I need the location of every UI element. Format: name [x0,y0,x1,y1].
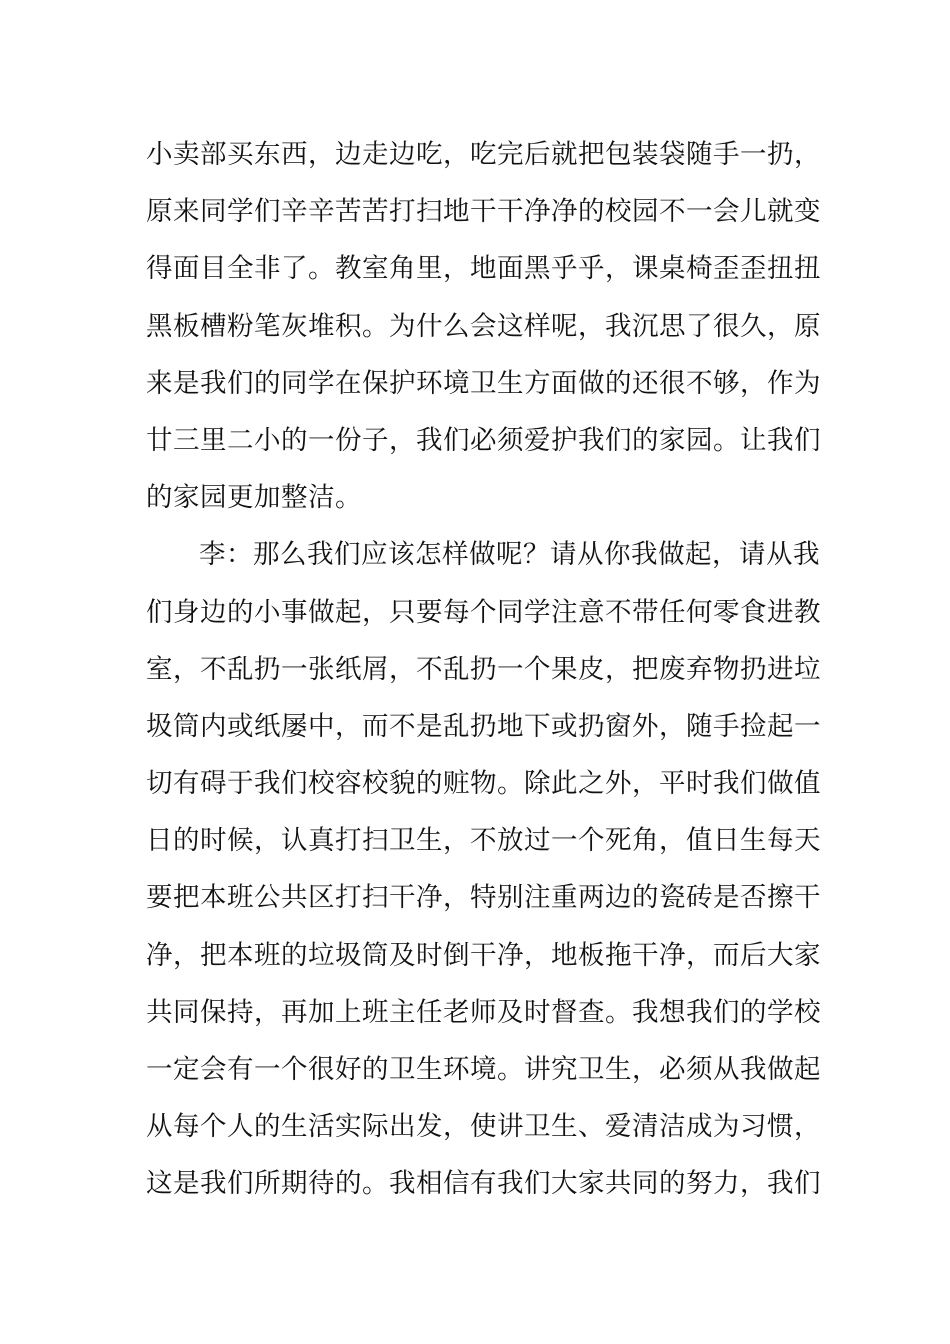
text-line: 得面目全非了。教室角里，地面黑乎乎，课桌椅歪歪扭扭 [146,253,821,285]
text-line: 圾筒内或纸屡中，而不是乱扔地下或扔窗外，随手捡起一 [146,710,821,742]
text-line: 小卖部买东西，边走边吃，吃完后就把包装袋随手一扔， [146,139,821,170]
text-line: 廿三里二小的一份子，我们必须爱护我们的家园。让我们 [146,424,821,456]
text-line: 黑板槽粉笔灰堆积。为什么会这样呢，我沉思了很久，原 [146,310,821,342]
text-line: 净，把本班的垃圾筒及时倒干净，地板拖干净，而后大家 [146,939,821,971]
paragraph-start-line: 李：那么我们应该怎样做呢？请从你我做起，请从我 [199,539,820,571]
text-line: 要把本班公共区打扫干净，特别注重两边的瓷砖是否擦干 [146,882,821,914]
text-line: 的家园更加整洁。 [146,482,362,514]
text-line: 室，不乱扔一张纸屑，不乱扔一个果皮，把废弃物扔进垃 [146,653,821,685]
text-line: 一定会有一个很好的卫生环境。讲究卫生，必须从我做起 [146,1054,821,1085]
text-line: 这是我们所期待的。我相信有我们大家共同的努力，我们 [146,1168,821,1200]
body-text [146,126,821,1213]
text-line: 切有碍于我们校容校貌的赃物。除此之外，平时我们做值 [146,768,821,800]
text-line: 共同保持，再加上班主任老师及时督查。我想我们的学校 [146,996,821,1028]
text-line: 从每个人的生活实际出发，使讲卫生、爱清洁成为习惯， [146,1111,821,1143]
text-line: 们身边的小事做起，只要每个同学注意不带任何零食进教 [146,596,821,628]
text-line: 来是我们的同学在保护环境卫生方面做的还很不够，作为 [146,367,821,399]
text-line: 日的时候，认真打扫卫生，不放过一个死角，值日生每天 [146,825,821,857]
text-line: 原来同学们辛辛苦苦打扫地干干净净的校园不一会儿就变 [146,196,821,228]
